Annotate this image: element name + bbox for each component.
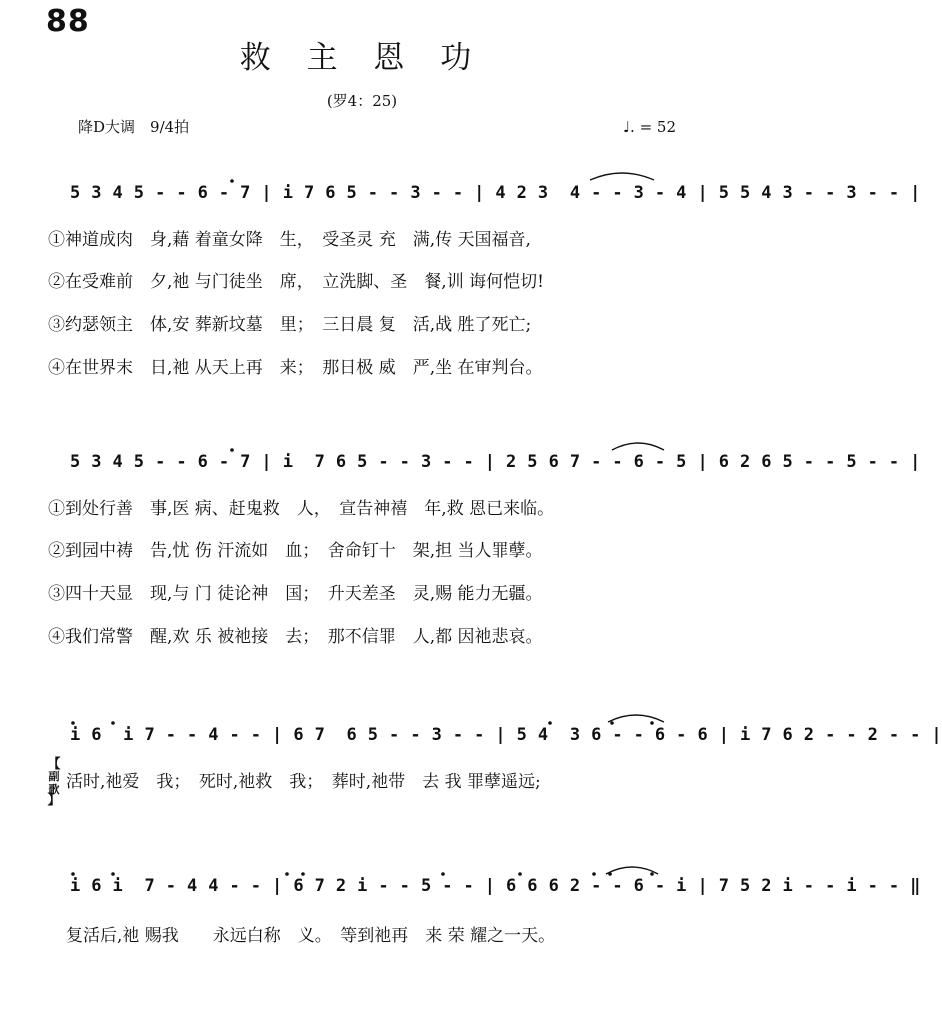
octave-dot: [608, 872, 612, 876]
lyric-line: ③约瑟领主 体,安 葬新坟墓 里； 三日晨 复 活,战 胜了死亡;: [48, 315, 532, 335]
notation-line-4: i 6 i 7 - 4 4 - - | 6 7 2 i - - 5 - - | 6 6 6 2 - - 6 - i | 7 5 2 i - - i - - ‖: [70, 876, 921, 896]
octave-dot: [285, 872, 289, 876]
octave-dot: [111, 872, 115, 876]
notation-line-2: 5 3 4 5 - - 6 - 7 | i 7 6 5 - - 3 - - | 2 5 6 7 - - 6 - 5 | 6 2 6 5 - - 5 - - |: [70, 452, 921, 472]
notation-line-1: 5 3 4 5 - - 6 - 7 | i 7 6 5 - - 3 - - | 4 2 3 4 - - 3 - 4 | 5 5 4 3 - - 3 - - |: [70, 183, 921, 203]
tempo-marking: ♩. = 52: [622, 118, 676, 136]
lyric-line: ④我们常警 醒,欢 乐 被祂接 去； 那不信罪 人,都 因祂悲哀。: [48, 627, 543, 647]
lyric-line: ④在世界末 日,祂 从天上再 来； 那日极 威 严,坐 在审判台。: [48, 358, 543, 378]
refrain-char: 副: [48, 770, 60, 783]
lyric-line: ③四十天显 现,与 门 徒论神 国； 升天差圣 灵,赐 能力无疆。: [48, 584, 543, 604]
octave-dot: [518, 872, 522, 876]
octave-dot: [71, 872, 75, 876]
octave-dot: [548, 721, 552, 725]
tie-mark: [606, 867, 658, 874]
refrain-label: 【 副 歌 】: [44, 760, 64, 806]
scripture-reference: (罗4：25): [326, 92, 398, 110]
lyric-line: ①到处行善 事,医 病、赶鬼救 人， 宣告神禧 年,救 恩已来临。: [48, 499, 555, 519]
octave-dot: [71, 721, 75, 725]
octave-dot: [230, 179, 234, 183]
lyric-line: ①神道成肉 身,藉 着童女降 生， 受圣灵 充 满,传 天国福音,: [48, 230, 531, 250]
refrain-char: 歌: [48, 783, 60, 796]
tie-mark: [590, 173, 654, 180]
octave-dot: [592, 872, 596, 876]
octave-dot: [441, 872, 445, 876]
octave-dot: [230, 448, 234, 452]
tie-mark: [608, 715, 664, 722]
lyric-line: ②到园中祷 告,忧 伤 汗流如 血； 舍命钉十 架,担 当人罪孽。: [48, 541, 543, 561]
octave-dot: [650, 721, 654, 725]
page-number: 88: [46, 4, 90, 39]
tie-mark: [612, 443, 664, 450]
key-signature: 降D大调 9/4拍: [78, 118, 190, 136]
lyric-line: 活时,祂爱 我； 死时,祂救 我； 葬时,祂带 去 我 罪孽遥远;: [66, 772, 541, 792]
lyric-line: ②在受难前 夕,祂 与门徒坐 席， 立洗脚、圣 餐,训 诲何恺切!: [48, 272, 544, 292]
octave-dot: [650, 872, 654, 876]
octave-dot: [301, 872, 305, 876]
lyric-line: 复活后,祂 赐我 永远白称 义。 等到祂再 来 荣 耀之一天。: [66, 926, 556, 946]
octave-dot: [111, 721, 115, 725]
hymn-title: 救 主 恩 功: [239, 40, 485, 76]
notation-line-3: i 6 i 7 - - 4 - - | 6 7 6 5 - - 3 - - | 5 4 3 6 - - 6 - 6 | i 7 6 2 - - 2 - - |: [70, 725, 942, 745]
octave-dot: [610, 721, 614, 725]
